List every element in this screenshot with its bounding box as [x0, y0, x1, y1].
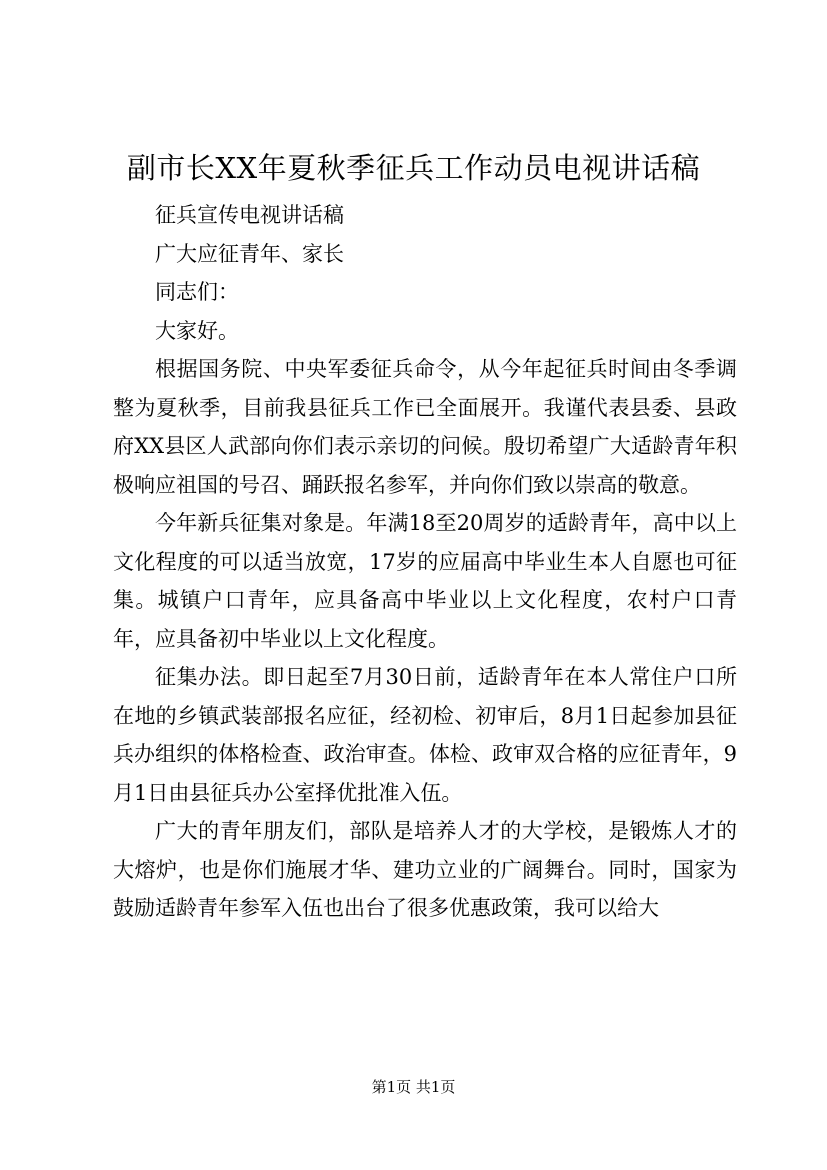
paragraph-salutation-audience: 广大应征青年、家长	[155, 241, 344, 266]
paragraph-greeting: 大家好。	[155, 318, 239, 343]
paragraph-salutation-comrades: 同志们：	[155, 280, 239, 304]
paragraph-body: 广大的青年朋友们，部队是培养人才的大学校，是锻炼人才的大熔炉，也是你们施展才华、建功立业的广阔舞台。同时，国家为鼓励适龄青年参军入伍也出台了很多优惠政策，我可以给大	[113, 819, 737, 920]
paragraph-subtitle: 征兵宣传电视讲话稿	[155, 203, 344, 227]
paragraph-body: 征集办法。即日起至7月30日前，适龄青年在本人常住户口所在地的乡镇武装部报名应征，经初检、初审后，8月1日起参加县征兵办组织的体格检查、政治审查。体检、政审双合格的应征青年，9月1日由县征兵办公室择优批准入伍。	[113, 665, 737, 805]
document-body	[113, 196, 737, 928]
paragraph-body: 今年新兵征集对象是。年满18至20周岁的适龄青年，高中以上文化程度的可以适当放宽，17岁的应届高中毕业生本人自愿也可征集。城镇户口青年，应具备高中毕业以上文化程度，农村户口青年，应具备初中毕业以上文化程度。	[113, 511, 737, 651]
page-number-footer: 第1页 共1页	[371, 1078, 456, 1096]
paragraph-body: 根据国务院、中央军委征兵命令，从今年起征兵时间由冬季调整为夏秋季，目前我县征兵工作已全面展开。我谨代表县委、县政府XX县区人武部向你们表示亲切的问候。殷切希望广大适龄青年积极响应祖国的号召、踊跃报名参军，并向你们致以崇高的敬意。	[113, 357, 737, 497]
document-title: 副市长XX年夏秋季征兵工作动员电视讲话稿	[126, 151, 701, 185]
